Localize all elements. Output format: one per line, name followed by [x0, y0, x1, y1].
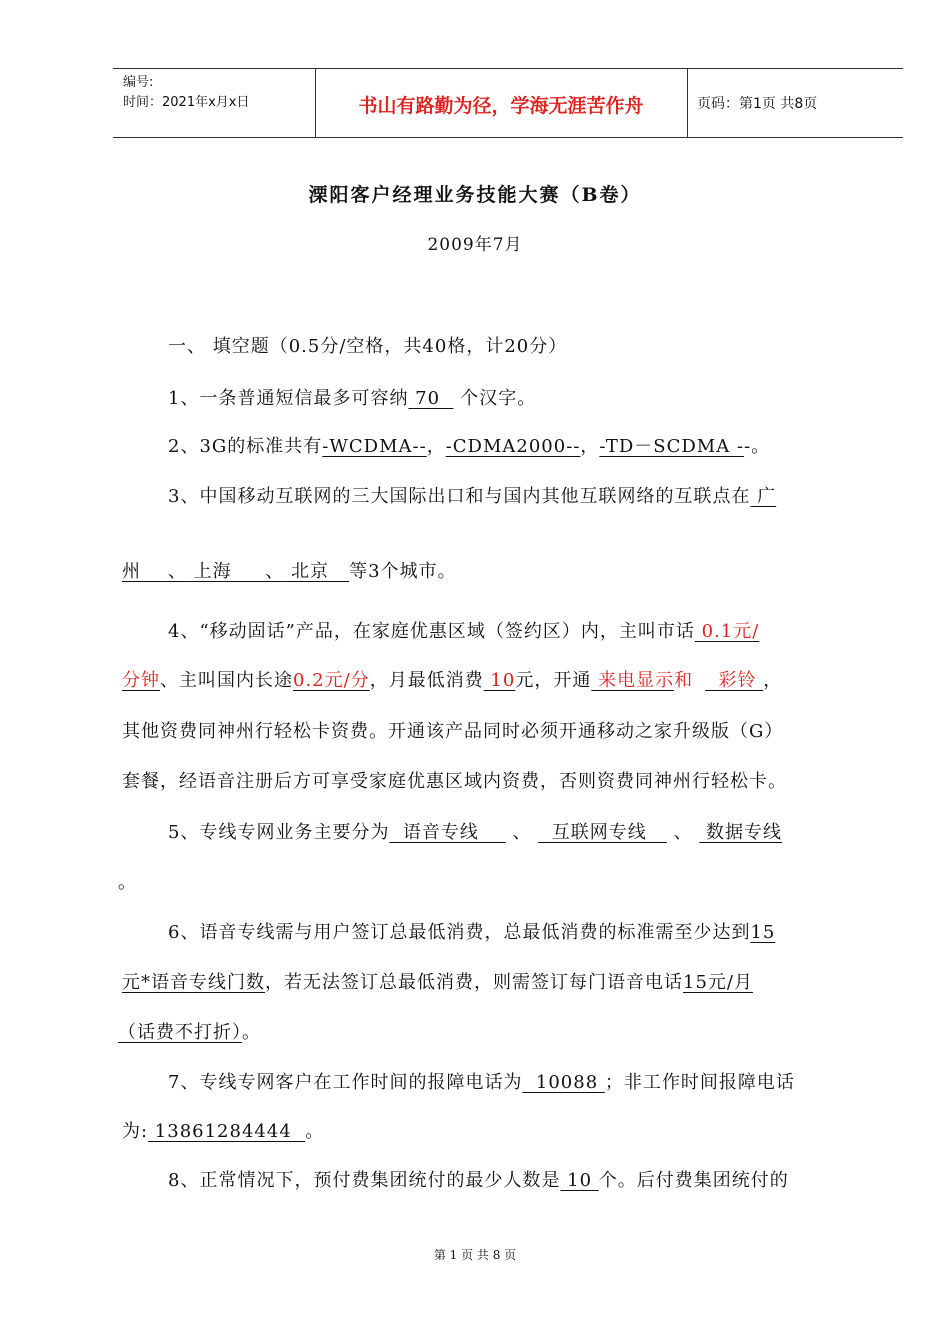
- q3-answer-2: 上海: [186, 561, 266, 582]
- q3-answer-1a: 广: [750, 486, 777, 507]
- q4-text-4: 元，开通: [515, 670, 592, 691]
- q3-answer-3: 北京: [284, 561, 350, 582]
- q6-text: 6、语音专线需与用户签订总最低消费，总最低消费的标准需至少达到: [168, 922, 751, 943]
- q4-answer-1a: 0.1元/: [694, 621, 760, 642]
- q4-answer-5: 彩铃: [705, 670, 764, 691]
- q2-text-end: -。: [744, 436, 771, 457]
- q4-answer-1b: 分钟: [122, 670, 160, 691]
- question-6-line-1: [168, 918, 775, 944]
- q2-answer-2: -CDMA2000--: [445, 436, 581, 457]
- question-1: [168, 384, 536, 410]
- question-6-line-3: [118, 1018, 261, 1044]
- q8-text: 8、正常情况下，预付费集团统付的最少人数是: [168, 1170, 561, 1191]
- q1-text: 1、一条普通短信最多可容纳: [168, 388, 409, 409]
- q2-sep-1: ，: [426, 436, 446, 457]
- header-motto-cell: [315, 69, 688, 137]
- q6-answer-1b: 元*语音专线门数: [122, 972, 265, 993]
- q4-answer-2: 0.2元/分: [293, 670, 370, 691]
- q4-text-5: ，: [763, 670, 783, 691]
- q4-text-2: 、主叫国内长途: [160, 670, 293, 691]
- q7-text-2: ；非工作时间报障电话: [604, 1072, 795, 1093]
- q5-sep-1: 、: [505, 822, 539, 843]
- q4-text-3: ，月最低消费: [369, 670, 484, 691]
- question-7-line-2: [122, 1117, 324, 1143]
- q7-answer-2: 13861284444: [148, 1121, 306, 1142]
- q1-text-end: 个汉字。: [453, 388, 537, 409]
- question-3-line-2: [122, 557, 457, 583]
- question-4-line-4: 套餐，经语音注册后方可享受家庭优惠区域内资费，否则资费同神州行轻松卡。: [122, 771, 787, 792]
- q3-sep-2: 、: [265, 561, 285, 582]
- question-8-line-1: [168, 1166, 789, 1192]
- q7-answer-1: 10088: [522, 1072, 605, 1093]
- page-footer: 第 1 页 共 8 页: [433, 1248, 517, 1262]
- q2-answer-1: -WCDMA--: [322, 436, 427, 457]
- question-7-line-1: [168, 1068, 795, 1094]
- q1-answer: 70: [408, 388, 454, 409]
- question-2: [168, 432, 770, 458]
- q4-text: 4、“移动固话”产品，在家庭优惠区域（签约区）内，主叫市话: [168, 621, 695, 642]
- q5-answer-3: 数据专线: [699, 822, 783, 843]
- code-label: 编号:: [123, 75, 154, 90]
- q6-answer-2a: 15元/月: [683, 972, 753, 993]
- page-header: [113, 68, 903, 138]
- question-5-line-1: [168, 818, 782, 844]
- question-5-line-2: 。: [118, 872, 137, 893]
- q3-text-end: 等3个城市。: [349, 561, 457, 582]
- q4-and: 和: [674, 670, 694, 691]
- q6-text-2: ，若无法签订总最低消费，则需签订每门语音电话: [265, 972, 683, 993]
- q7-text: 7、专线专网客户在工作时间的报障电话为: [168, 1072, 523, 1093]
- q6-text-end: 。: [242, 1022, 261, 1043]
- q8-answer-1: 10: [560, 1170, 599, 1191]
- question-4-line-1: [168, 617, 759, 643]
- q6-answer-2b: （话费不打折）: [118, 1022, 242, 1043]
- question-4-line-3: 其他资费同神州行轻松卡资费。开通该产品同时必须开通移动之家升级版（G）: [122, 721, 784, 742]
- q4-answer-3: 10: [483, 670, 516, 691]
- section-heading: 一、 填空题（0.5分/空格，共40格，计20分）: [168, 336, 568, 357]
- q5-text: 5、专线专网业务主要分为: [168, 822, 390, 843]
- question-4-line-2: [122, 666, 782, 692]
- page-code: 页码：第1页 共8页: [697, 96, 818, 112]
- q6-answer-1a: 15: [750, 922, 776, 943]
- q2-answer-3: -TD－SCDMA -: [599, 436, 745, 457]
- motto-text: 书山有路勤为径，学海无涯苦作舟: [358, 95, 644, 117]
- q5-sep-2: 、: [666, 822, 700, 843]
- q7-text-3: 为:: [122, 1121, 149, 1142]
- q2-text: 2、3G的标准共有: [168, 436, 323, 457]
- q3-sep-1: 、: [167, 561, 187, 582]
- q3-text: 3、中国移动互联网的三大国际出口和与国内其他互联网络的互联点在: [168, 486, 751, 507]
- q2-sep-2: ，: [580, 436, 600, 457]
- document-title: 溧阳客户经理业务技能大赛（B卷）: [308, 184, 642, 206]
- header-meta-cell: [113, 69, 316, 137]
- question-6-line-2: [122, 968, 753, 994]
- header-page-cell: [687, 69, 903, 137]
- q7-text-end: 。: [305, 1121, 325, 1142]
- q8-text-2: 个。后付费集团统付的: [598, 1170, 789, 1191]
- q4-answer-4: 来电显示: [591, 670, 675, 691]
- q5-answer-1: 语音专线: [389, 822, 506, 843]
- document-date: 2009年7月: [427, 235, 523, 255]
- time-label: 时间：2021年x月x日: [123, 95, 250, 110]
- question-3-line-1: [168, 482, 776, 508]
- q3-answer-1b: 州: [122, 561, 168, 582]
- q5-answer-2: 互联网专线: [538, 822, 667, 843]
